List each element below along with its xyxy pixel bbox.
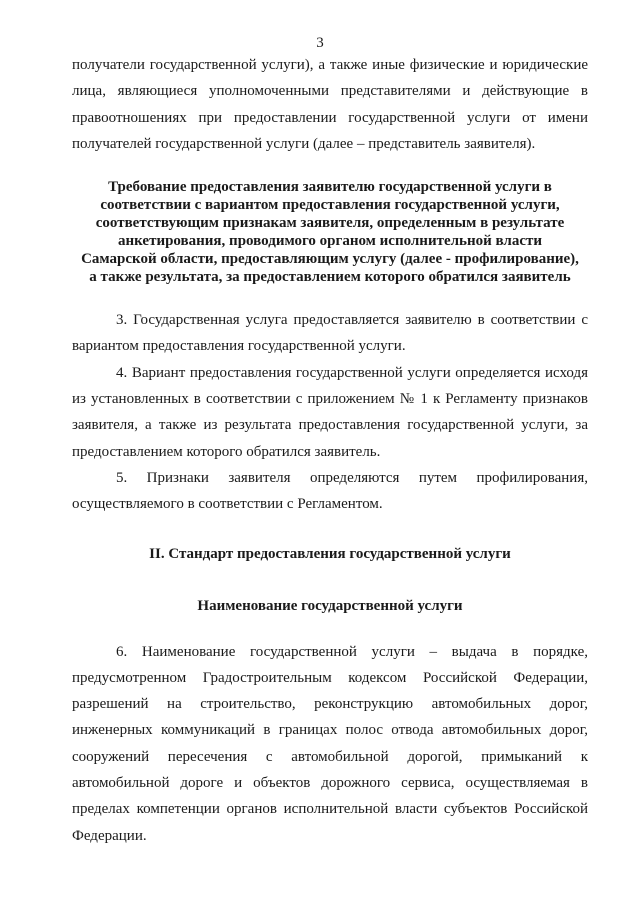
intro-paragraph: получатели государственной услуги), а также иные физические и юридические лица, являющиеся уполномоченными представителями и действующие в правоотношениях при предоставлении государственной услуги от имени получателей государственной услуги (далее – представитель заявителя).	[72, 57, 588, 152]
requirement-heading: Требование предоставления заявителю государственной услуги в соответствии с вариантом предоставления государственной услуги, соответствующим признакам заявителя, определенным в результате анкетирования, проводимого органом исполнительной власти Самарской области, предоставляющим услугу (далее - профилирование), а также результата, за предоставлением которого обратился заявитель	[81, 179, 579, 286]
paragraph-3: 3. Государственная услуга предоставляется заявителю в соответствии с вариантом предоставления государственной услуги.	[72, 312, 588, 355]
paragraph-4: 4. Вариант предоставления государственной услуги определяется исходя из установленных в соответствии с приложением № 1 к Регламенту признаков заявителя, а также из результата предоставления государственной услуги, за предоставлением которого обратился заявитель.	[72, 364, 588, 460]
section-heading: II. Стандарт предоставления государственной услуги	[149, 545, 511, 562]
page-number: 3	[316, 35, 324, 51]
subheading: Наименование государственной услуги	[197, 597, 463, 614]
document-body	[72, 52, 588, 849]
paragraph-6: 6. Наименование государственной услуги – выдача в порядке, предусмотренном Градостроительным кодексом Российской Федерации, разрешений на строительство, реконструкцию автомобильных дорог, инженерных коммуникаций в границах полос отвода автомобильных дорог, сооружений пересечения с автомобильной дорогой, примыканий к автомобильной дороге и объектов дорожного сервиса, осуществляемая в пределах компетенции органов исполнительной власти субъектов Российской Федерации.	[72, 643, 588, 844]
paragraph-5: 5. Признаки заявителя определяются путем профилирования, осуществляемого в соответствии с Регламентом.	[72, 469, 588, 513]
